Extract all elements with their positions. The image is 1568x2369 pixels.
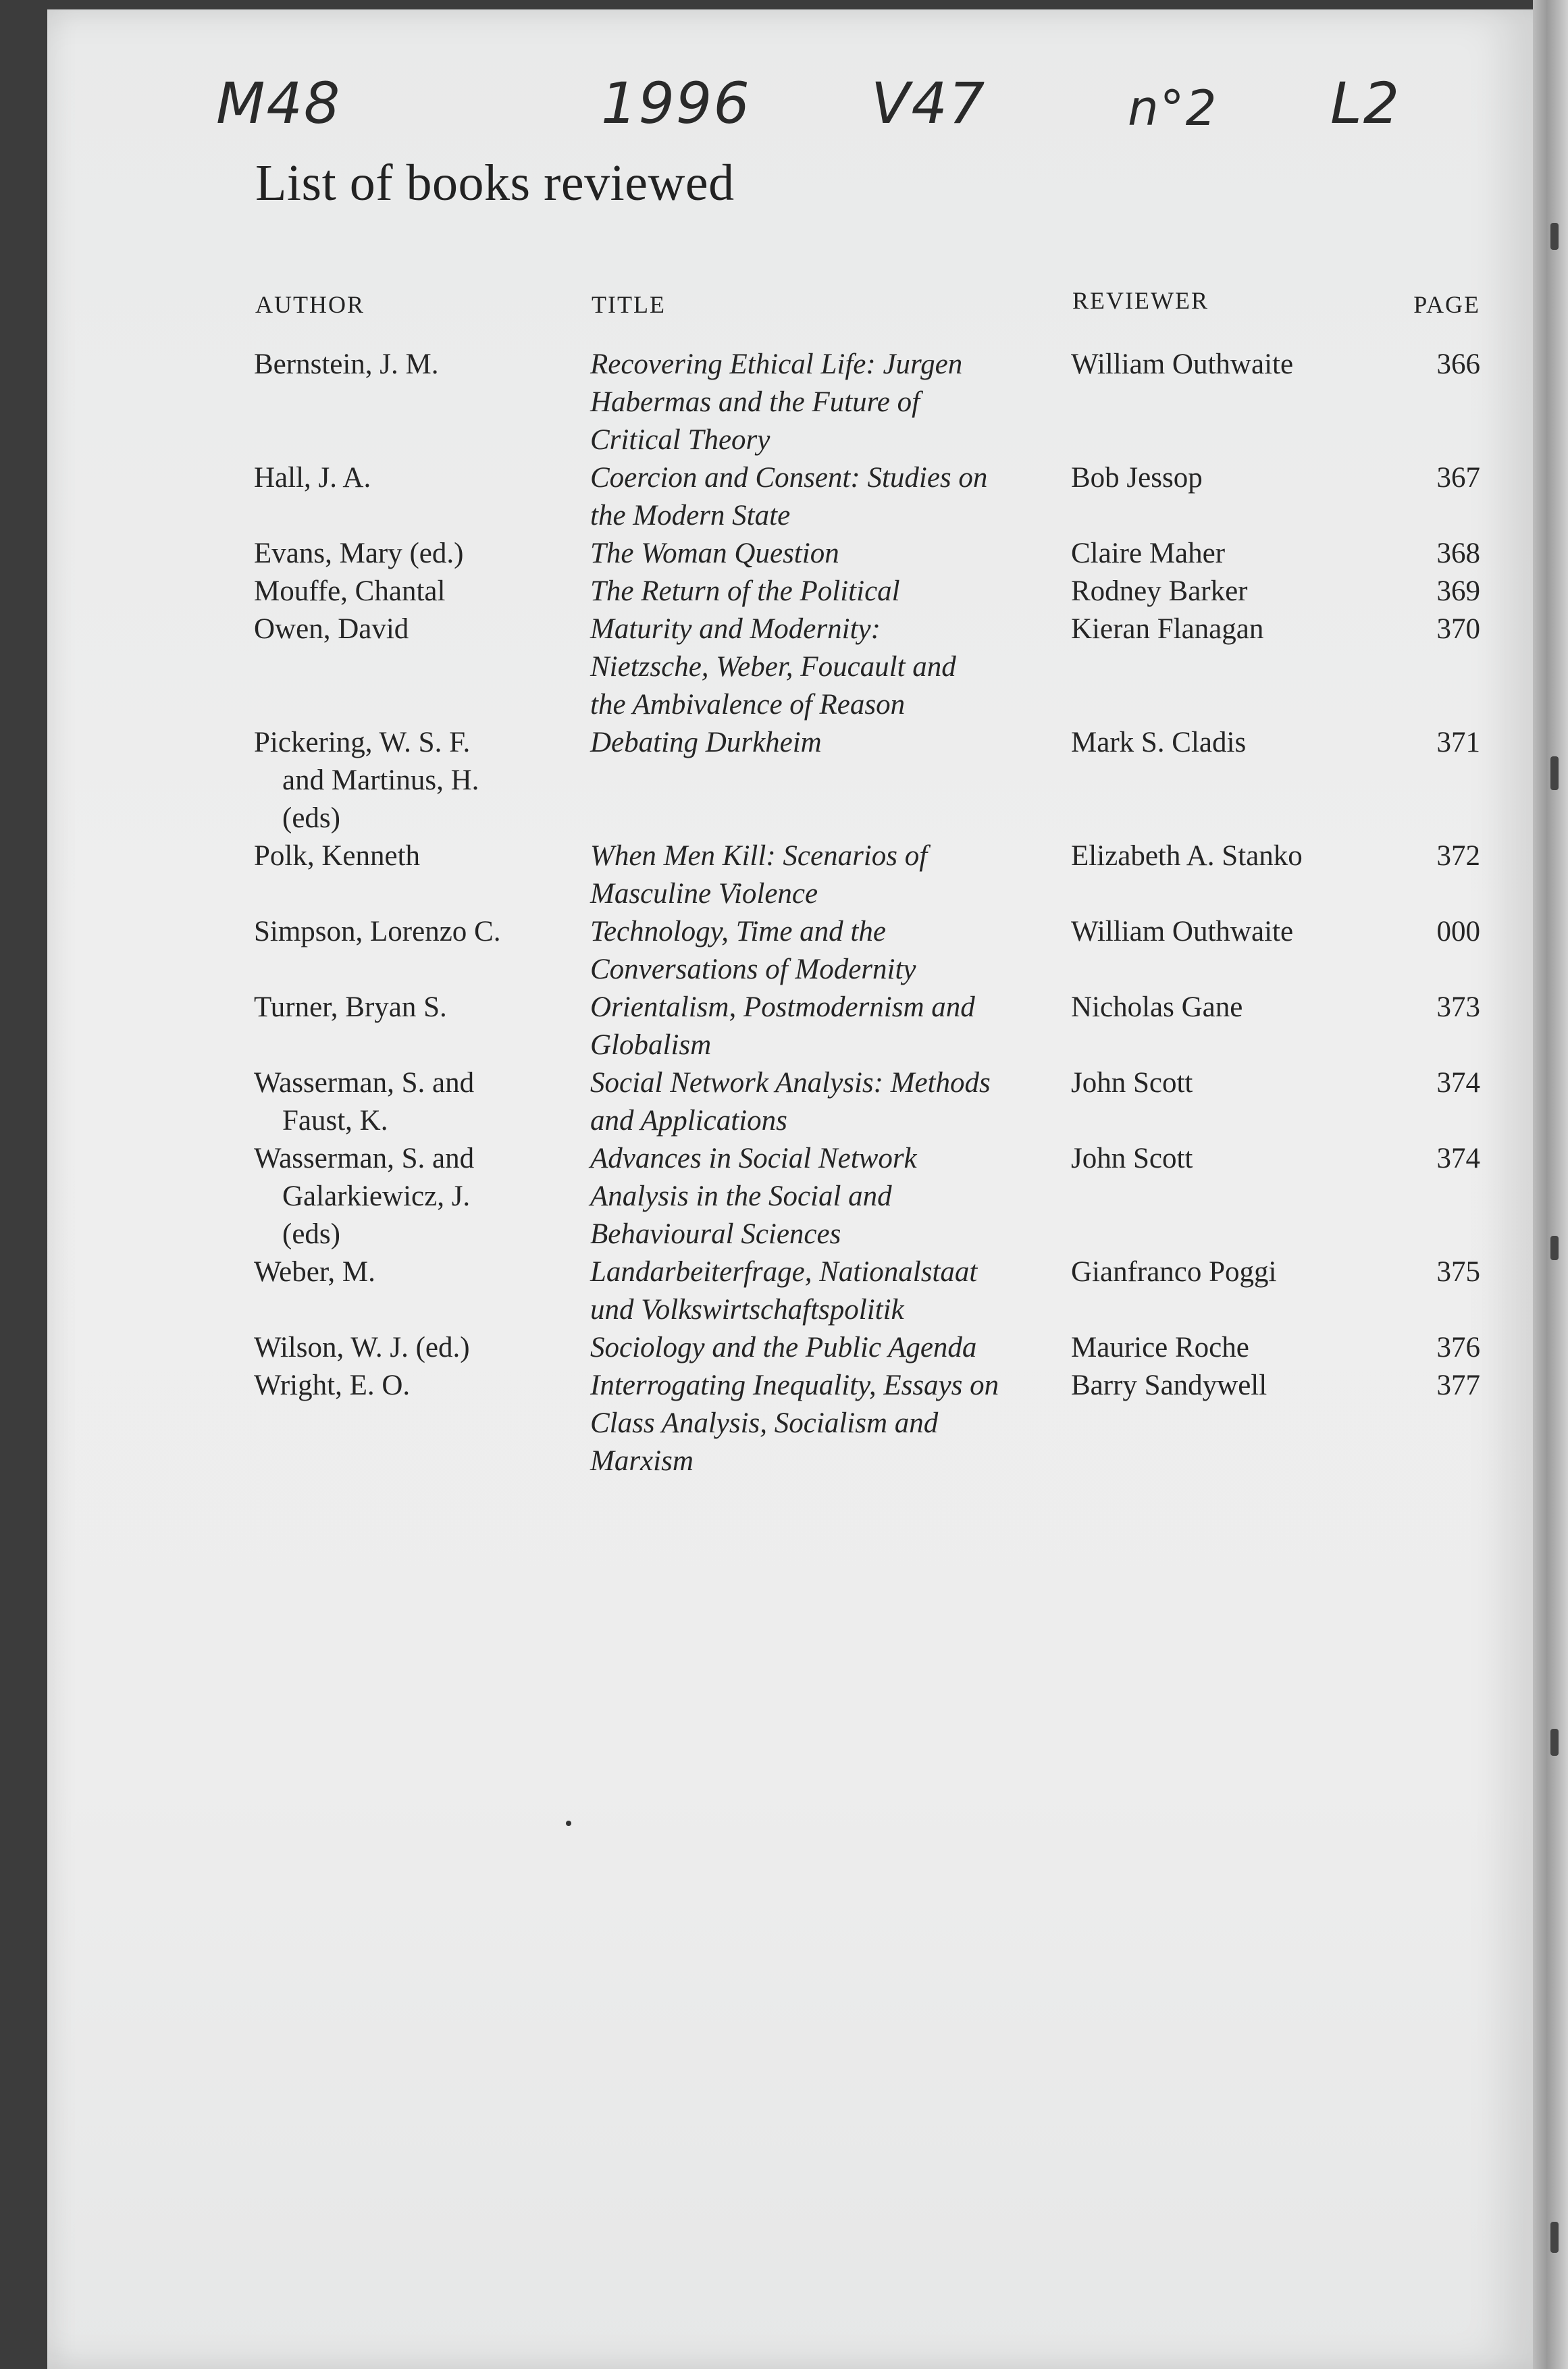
page-number-cell: 368 xyxy=(1436,538,1480,569)
table-row xyxy=(0,610,1568,724)
reviewer-cell: William Outhwaite xyxy=(1071,916,1294,947)
title-line: Technology, Time and the xyxy=(590,916,886,947)
reviewer-cell: John Scott xyxy=(1071,1143,1193,1174)
author-cell xyxy=(254,610,578,648)
title-line: und Volkswirtschaftspolitik xyxy=(590,1294,904,1326)
author-cell xyxy=(254,724,578,837)
author-line: Simpson, Lorenzo C. xyxy=(254,916,501,947)
author-cell xyxy=(254,1140,578,1253)
author-line: Faust, K. xyxy=(282,1105,388,1137)
page-number-cell: 370 xyxy=(1436,613,1480,645)
reviewer-cell: Barry Sandywell xyxy=(1071,1370,1268,1401)
page-number-cell: 372 xyxy=(1436,840,1480,872)
title-line: Analysis in the Social and xyxy=(590,1180,892,1212)
title-cell xyxy=(590,1329,1063,1367)
title-line: Class Analysis, Socialism and xyxy=(590,1407,939,1439)
title-cell xyxy=(590,724,1063,762)
handwritten-note: 1996 xyxy=(601,70,751,136)
title-line: Orientalism, Postmodernism and xyxy=(590,991,975,1023)
reviewer-cell: Rodney Barker xyxy=(1071,575,1248,607)
title-line: The Return of the Political xyxy=(590,575,900,607)
column-header-reviewer: REVIEWER xyxy=(1072,287,1209,314)
title-line: Debating Durkheim xyxy=(590,727,822,758)
table-row xyxy=(0,1329,1568,1367)
title-cell xyxy=(590,610,1063,724)
title-cell xyxy=(590,989,1063,1064)
title-line: Critical Theory xyxy=(590,424,770,456)
binding-mark xyxy=(1550,2222,1559,2253)
title-cell xyxy=(590,459,1063,535)
table-row xyxy=(0,913,1568,989)
author-line: Weber, M. xyxy=(254,1256,375,1288)
title-line: Social Network Analysis: Methods xyxy=(590,1067,991,1099)
author-line: Bernstein, J. M. xyxy=(254,348,439,380)
author-cell xyxy=(254,837,578,875)
title-line: Marxism xyxy=(590,1445,694,1477)
column-header-page: PAGE xyxy=(1413,291,1480,318)
title-line: the Modern State xyxy=(590,500,791,531)
author-line: Wright, E. O. xyxy=(254,1370,411,1401)
title-cell xyxy=(590,913,1063,989)
reviewer-cell: John Scott xyxy=(1071,1067,1193,1099)
reviewer-cell: Mark S. Cladis xyxy=(1071,727,1247,758)
title-line: the Ambivalence of Reason xyxy=(590,689,906,721)
title-line: Recovering Ethical Life: Jurgen xyxy=(590,348,963,380)
title-line: Habermas and the Future of xyxy=(590,386,920,418)
title-cell xyxy=(590,1367,1063,1480)
author-line: Mouffe, Chantal xyxy=(254,575,446,607)
table-row xyxy=(0,989,1568,1064)
page-number-cell: 374 xyxy=(1436,1143,1480,1174)
author-line: Hall, J. A. xyxy=(254,462,371,494)
author-line: Wilson, W. J. (ed.) xyxy=(254,1332,470,1363)
author-cell xyxy=(254,346,578,384)
reviewer-cell: Kieran Flanagan xyxy=(1071,613,1264,645)
author-line: Galarkiewicz, J. xyxy=(282,1180,471,1212)
author-cell xyxy=(254,573,578,610)
column-header-author: AUTHOR xyxy=(255,291,365,318)
author-cell xyxy=(254,989,578,1026)
table-row xyxy=(0,573,1568,610)
page-number-cell: 000 xyxy=(1436,916,1480,947)
table-row xyxy=(0,1253,1568,1329)
title-line: Nietzsche, Weber, Foucault and xyxy=(590,651,956,683)
reviewer-cell: Gianfranco Poggi xyxy=(1071,1256,1277,1288)
title-cell xyxy=(590,346,1063,459)
table-row xyxy=(0,346,1568,459)
author-cell xyxy=(254,1064,578,1140)
page-number-cell: 377 xyxy=(1436,1370,1480,1401)
page-number-cell: 374 xyxy=(1436,1067,1480,1099)
title-line: The Woman Question xyxy=(590,538,839,569)
title-line: Interrogating Inequality, Essays on xyxy=(590,1370,999,1401)
binding-mark xyxy=(1550,1729,1559,1756)
page-number-cell: 371 xyxy=(1436,727,1480,758)
author-cell xyxy=(254,1329,578,1367)
title-line: Landarbeiterfrage, Nationalstaat xyxy=(590,1256,978,1288)
author-line: Wasserman, S. and xyxy=(254,1067,475,1099)
table-row xyxy=(0,724,1568,837)
table-row xyxy=(0,1064,1568,1140)
title-line: Maturity and Modernity: xyxy=(590,613,881,645)
title-line: Coercion and Consent: Studies on xyxy=(590,462,988,494)
title-cell xyxy=(590,1064,1063,1140)
handwritten-note: L2 xyxy=(1330,70,1401,136)
page-number-cell: 366 xyxy=(1436,348,1480,380)
title-line: Sociology and the Public Agenda xyxy=(590,1332,977,1363)
title-cell xyxy=(590,535,1063,573)
author-line: and Martinus, H. xyxy=(282,764,479,796)
title-line: Globalism xyxy=(590,1029,712,1061)
ink-dot xyxy=(566,1821,571,1826)
page-number-cell: 369 xyxy=(1436,575,1480,607)
reviewer-cell: Maurice Roche xyxy=(1071,1332,1249,1363)
reviewer-cell: Elizabeth A. Stanko xyxy=(1071,840,1303,872)
page-number-cell: 373 xyxy=(1436,991,1480,1023)
table-row xyxy=(0,535,1568,573)
page-title: List of books reviewed xyxy=(255,155,735,211)
reviewer-cell: Nicholas Gane xyxy=(1071,991,1243,1023)
title-cell xyxy=(590,837,1063,913)
author-cell xyxy=(254,913,578,951)
reviewer-cell: Bob Jessop xyxy=(1071,462,1203,494)
author-line: (eds) xyxy=(282,1218,340,1250)
handwritten-note: M48 xyxy=(216,70,342,136)
reviewer-cell: Claire Maher xyxy=(1071,538,1226,569)
books-table xyxy=(0,346,1568,1480)
title-cell xyxy=(590,1140,1063,1253)
author-line: Evans, Mary (ed.) xyxy=(254,538,464,569)
author-line: (eds) xyxy=(282,802,340,834)
author-cell xyxy=(254,1367,578,1405)
table-row xyxy=(0,1140,1568,1253)
table-row xyxy=(0,1367,1568,1480)
author-cell xyxy=(254,1253,578,1291)
author-line: Wasserman, S. and xyxy=(254,1143,475,1174)
page-number-cell: 367 xyxy=(1436,462,1480,494)
author-cell xyxy=(254,459,578,497)
author-line: Turner, Bryan S. xyxy=(254,991,447,1023)
handwritten-note: n°2 xyxy=(1128,80,1218,136)
table-row xyxy=(0,837,1568,913)
author-line: Owen, David xyxy=(254,613,409,645)
author-line: Pickering, W. S. F. xyxy=(254,727,471,758)
title-line: Behavioural Sciences xyxy=(590,1218,841,1250)
binding-mark xyxy=(1550,223,1559,250)
page-number-cell: 376 xyxy=(1436,1332,1480,1363)
reviewer-cell: William Outhwaite xyxy=(1071,348,1294,380)
page-number-cell: 375 xyxy=(1436,1256,1480,1288)
title-cell xyxy=(590,573,1063,610)
table-row xyxy=(0,459,1568,535)
title-line: and Applications xyxy=(590,1105,787,1137)
title-cell xyxy=(590,1253,1063,1329)
title-line: Masculine Violence xyxy=(590,878,818,910)
author-cell xyxy=(254,535,578,573)
column-header-title: TITLE xyxy=(592,291,666,318)
author-line: Polk, Kenneth xyxy=(254,840,421,872)
handwritten-note: V47 xyxy=(871,70,987,136)
title-line: When Men Kill: Scenarios of xyxy=(590,840,928,872)
title-line: Advances in Social Network xyxy=(590,1143,917,1174)
title-line: Conversations of Modernity xyxy=(590,954,916,985)
